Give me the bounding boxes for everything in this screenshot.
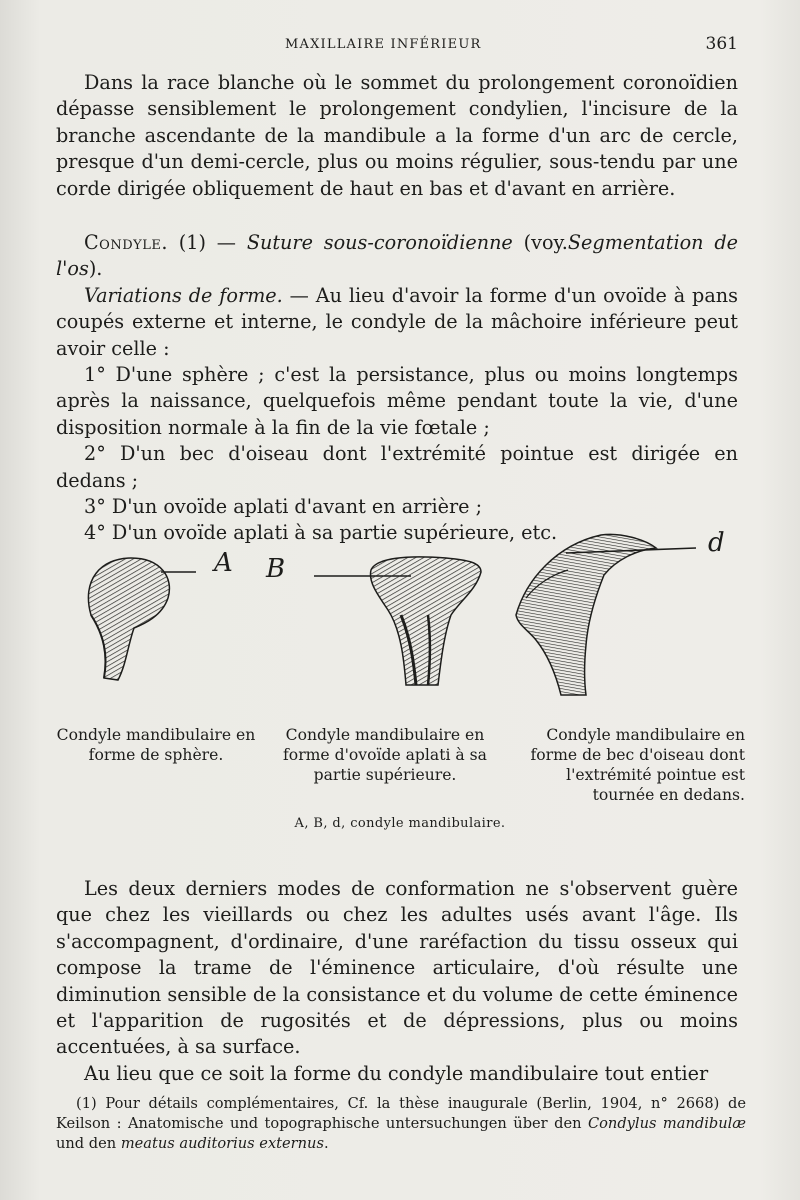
caption-sphere: Condyle mandibulaire en forme de sphère. bbox=[56, 726, 256, 764]
page-number: 361 bbox=[705, 34, 738, 54]
condyle-heading-line bbox=[56, 230, 738, 283]
heading-close: ). bbox=[88, 257, 103, 281]
suture-term: Suture sous-coronoïdienne bbox=[246, 231, 513, 254]
condyle-illustration bbox=[56, 520, 746, 710]
running-title: MAXILLAIRE INFÉRIEUR bbox=[285, 37, 482, 52]
closing-section bbox=[56, 876, 738, 1087]
footnote-text-before: Pour détails complémentaires, Cf. la thèse inaugurale (Berlin, 1904, n° 2668) de Keilson : Anatomische und topographische untersuchungen über den bbox=[56, 1095, 746, 1132]
list-item: 3° D'un ovoïde aplati d'avant en arrière ; bbox=[84, 495, 483, 519]
footnote-middle: und den bbox=[56, 1135, 117, 1152]
figure-label-a: A bbox=[214, 548, 233, 578]
condyle-heading: Condyle. bbox=[84, 231, 168, 254]
ovoid-condyle-drawing bbox=[314, 557, 481, 685]
list-item: 4° D'un ovoïde aplati à sa partie supérieure, etc. bbox=[84, 521, 558, 545]
closing-paragraph: Au lieu que ce soit la forme du condyle mandibulaire tout entier bbox=[84, 1061, 709, 1085]
figure-label-d: d bbox=[708, 528, 725, 558]
intro-paragraph: Dans la race blanche où le sommet du prolongement coronoïdien dépasse sensiblement le prolongement condylien, l'incisure de la branche ascendante de la mandibule a la forme d'un arc de cercle, presque d'un demi-cercle, plus ou moins régulier, sous-tendu par une corde dirigée obliquement de haut en bas et d'avant en arrière. bbox=[56, 71, 738, 200]
caption-beak: Condyle mandibulaire en forme de bec d'oiseau dont l'extrémité pointue est tournée en dedans. bbox=[530, 726, 745, 804]
footnote-italic-1: Condylus mandibulæ bbox=[587, 1115, 746, 1132]
figure-label-b: B bbox=[266, 554, 286, 584]
variations-text: — Au lieu d'avoir la forme d'un ovoïde à pans coupés externe et interne, le condyle de la mâchoire inférieure peut avoir celle : bbox=[56, 283, 738, 360]
intro-paragraph-block bbox=[56, 70, 738, 202]
condyle-section bbox=[56, 230, 738, 547]
footnote-text bbox=[56, 1094, 746, 1154]
footnote-ref: (1) — bbox=[178, 231, 236, 254]
footnote-italic-2: meatus auditorius externus bbox=[120, 1135, 324, 1152]
list-item: 2° D'un bec d'oiseau dont l'extrémité pointue est dirigée en dedans ; bbox=[56, 442, 738, 492]
voy-text: (voy. bbox=[523, 231, 568, 254]
closing-paragraph: Les deux derniers modes de conformation ne s'observent guère que chez les vieillards ou chez les adultes usés avant l'âge. Ils s'accompagnent, d'ordinaire, d'une raréfaction du tissu osseux qui compose la trame de l'éminence articulaire, d'où résulte une diminution sensible de la consistance et du volume de cette éminence et l'apparition de rugosités et de dépressions, plus ou moins accentuées, à sa surface. bbox=[56, 877, 738, 1059]
running-head bbox=[0, 34, 800, 58]
sphere-condyle-drawing bbox=[88, 558, 196, 680]
beak-condyle-drawing bbox=[516, 534, 696, 695]
footnote-marker: (1) bbox=[76, 1095, 97, 1112]
variations-label: Variations de forme. bbox=[84, 283, 283, 307]
variations-paragraph bbox=[56, 283, 738, 362]
figure-legend: A, B, d, condyle mandibulaire. bbox=[294, 816, 506, 831]
caption-ovoid: Condyle mandibulaire en forme d'ovoïde aplati à sa partie supérieure. bbox=[283, 726, 487, 784]
footnote bbox=[56, 1094, 746, 1154]
footnote-end: . bbox=[323, 1135, 329, 1152]
segmentation-term: Segmentation de l'os bbox=[56, 231, 738, 281]
condyle-figure bbox=[56, 520, 746, 710]
list-item: 1° D'une sphère ; c'est la persistance, plus ou moins longtemps après la naissance, quelquefois même pendant toute la vie, d'une disposition normale à la fin de la vie fœtale ; bbox=[56, 363, 738, 439]
